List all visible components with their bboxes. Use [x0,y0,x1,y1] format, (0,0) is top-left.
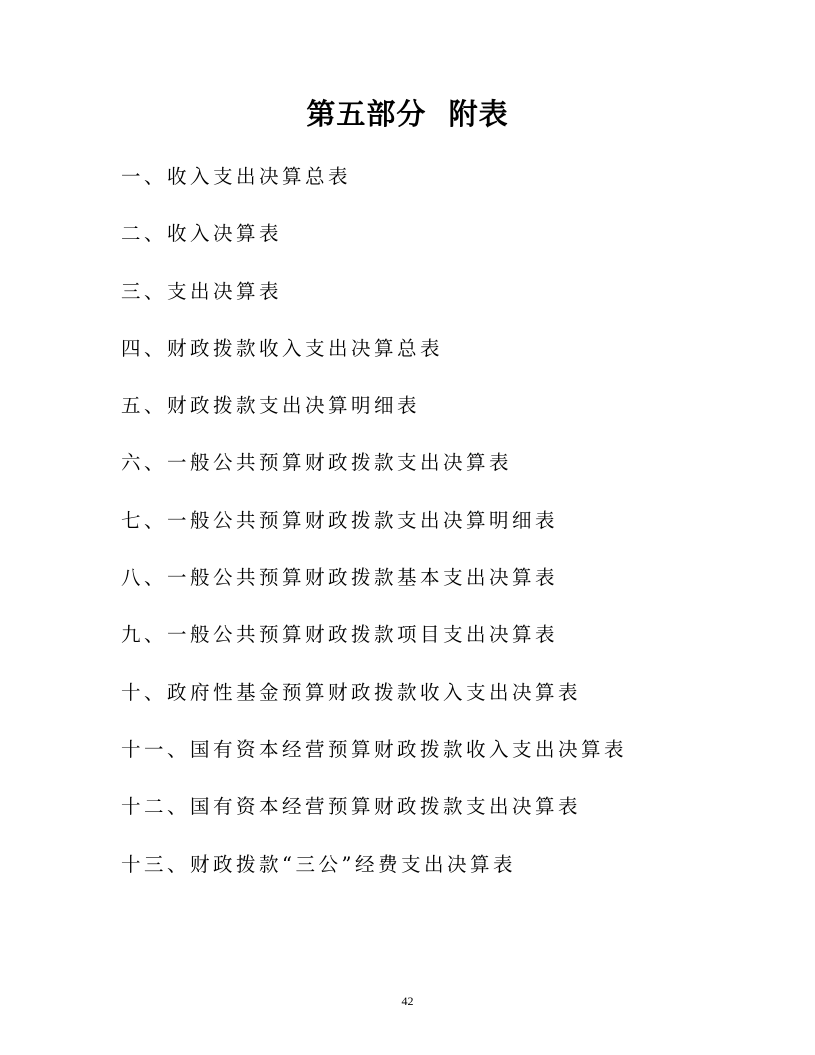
list-item: 六、一般公共预算财政拨款支出决算表 [121,451,513,475]
list-item: 四、财政拨款收入支出决算总表 [121,336,444,360]
list-item: 三、支出决算表 [121,279,283,303]
list-item: 十二、国有资本经营预算财政拨款支出决算表 [121,795,582,819]
list-item: 十、政府性基金预算财政拨款收入支出决算表 [121,680,582,704]
list-item: 一、收入支出决算总表 [121,165,352,188]
page-number: 42 [401,994,414,1008]
list-item: 五、财政拨款支出决算明细表 [121,394,421,418]
section-title: 第五部分 附表 [306,97,509,131]
list-item: 二、收入决算表 [121,222,283,246]
appendix-table-list [121,162,627,907]
list-item: 十一、国有资本经营预算财政拨款收入支出决算表 [121,737,628,761]
list-item: 七、一般公共预算财政拨款支出决算明细表 [121,508,559,532]
list-item: 八、一般公共预算财政拨款基本支出决算表 [121,566,559,590]
list-item: 九、一般公共预算财政拨款项目支出决算表 [121,623,559,647]
list-item: 十三、财政拨款“三公”经费支出决算表 [121,852,516,876]
